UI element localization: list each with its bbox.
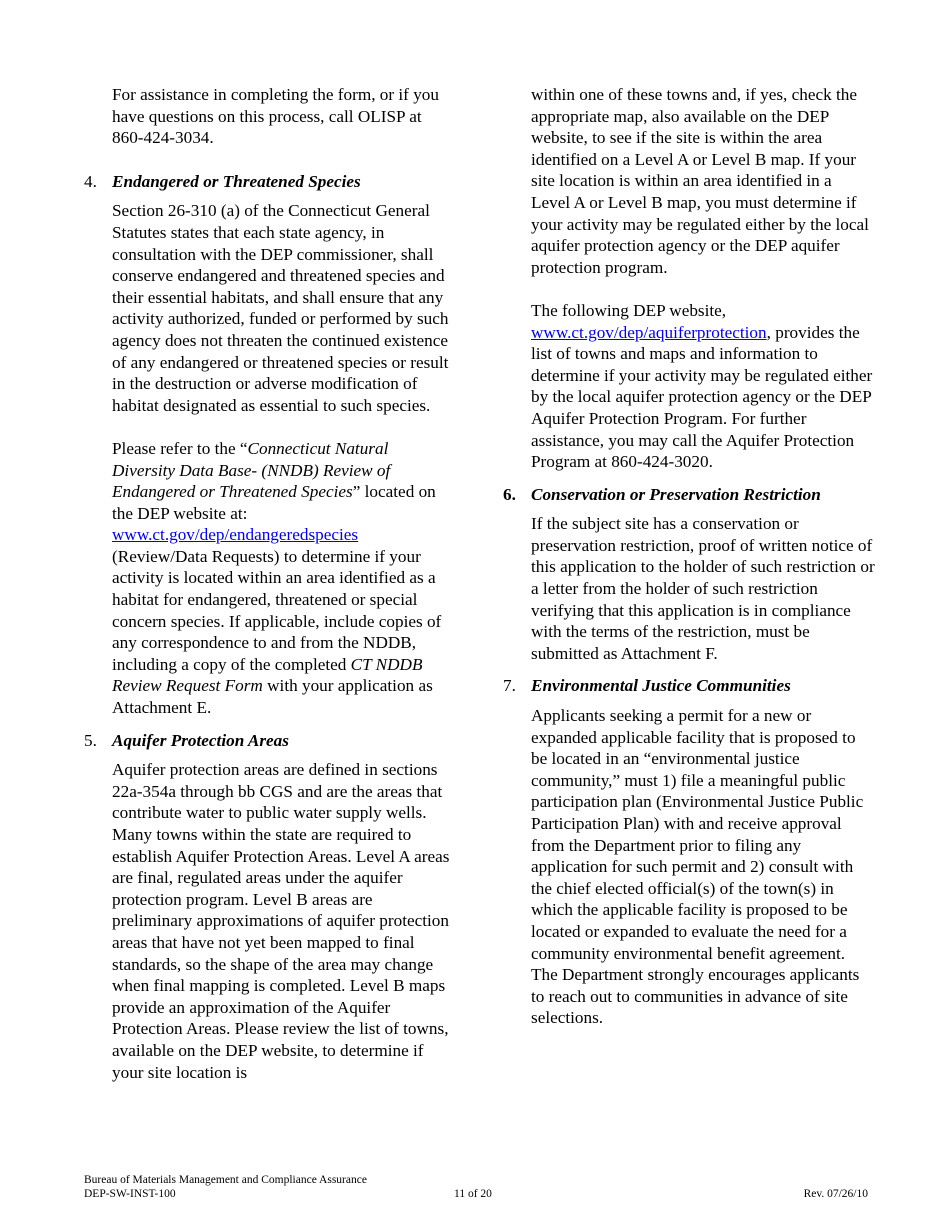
- bureau-name: Bureau of Materials Management and Compliance Assurance: [84, 1174, 367, 1186]
- text-run: with your application as Attachment E.: [112, 676, 433, 718]
- document-id: DEP-SW-INST-100: [84, 1188, 176, 1200]
- section-4-paragraph-1: Section 26-310 (a) of the Connecticut General Statutes states that each state agency, in consultation with the DEP commissioner, shall conserve endangered and threatened species and their essential habitats, and shall ensure that any activity authorized, funded or performed by such agency does not threaten the continued existence of any endangered or threatened species or result in the destruction or adverse modification of habitat designated as essential to such species.: [112, 201, 449, 415]
- endangered-species-link[interactable]: www.ct.gov/dep/endangeredspecies: [112, 525, 359, 545]
- section-7-heading: [503, 675, 875, 697]
- section-4-heading: [84, 171, 454, 193]
- section-number: 7.: [503, 676, 516, 696]
- section-7-paragraph-1: Applicants seeking a permit for a new or expanded applicable facility that is proposed to be located in an “environmental justice community,” must 1) file a meaningful public participation plan (Environmental Justice Public Participation Plan) with and receive approval from the Department prior to filing any application for such permit and 2) consult with the chief elected official(s) of the town(s) in which the applicable facility is proposed to be located or expanded to evaluate the need for a community environmental benefit agreement. The Department strongly encourages applicants to reach out to communities in advance of site selections.: [531, 706, 864, 1028]
- text-run: The following DEP website,: [531, 300, 727, 320]
- section-5-paragraph-2: [531, 300, 875, 473]
- section-5-paragraph-1: Aquifer protection areas are defined in sections 22a-354a through bb CGS and are the areas that contribute water to public water supply wells. Many towns within the state are required to establish Aquifer Protection Areas. Level A areas are final, regulated areas under the aquifer protection program. Level B areas are preliminary approximations of aquifer protection areas that have not yet been mapped to final standards, so the shape of the area may change when final mapping is completed. Level B maps provide an approximation of the Aquifer Protection Areas. Please review the list of towns, available on the DEP website, to determine if your site location is: [112, 760, 450, 1082]
- text-run: Please refer to the “: [112, 438, 248, 458]
- section-6-heading: [503, 484, 875, 506]
- right-column: [503, 84, 875, 1029]
- text-run: ” located on the DEP website at:: [112, 482, 436, 523]
- review-form-title: CT NDDB Review Request Form: [112, 654, 423, 696]
- section-title: Conservation or Preservation Restriction: [531, 484, 821, 504]
- section-title: Aquifer Protection Areas: [112, 730, 289, 750]
- section-title: Endangered or Threatened Species: [112, 171, 361, 191]
- nddb-review-title: Connecticut Natural Diversity Data Base- (NNDB) Review of Endangered or Threatened Species: [112, 438, 391, 502]
- aquifer-protection-link[interactable]: www.ct.gov/dep/aquiferprotection: [531, 322, 767, 342]
- section-5-heading: [84, 730, 454, 752]
- section-number: 5.: [84, 730, 97, 750]
- intro-paragraph: For assistance in completing the form, or if you have questions on this process, call OLISP at 860-424-3034.: [112, 85, 439, 148]
- section-5-continuation: within one of these towns and, if yes, check the appropriate map, also available on the DEP website, to see if the site is within the area identified on a Level A or Level B map. If your site location is within an area identified in a Level A or Level B map, you must determine if your activity may be regulated either by the local aquifer protection agency or the DEP aquifer protection program.: [531, 85, 869, 277]
- section-number: 4.: [84, 171, 97, 191]
- section-6-paragraph-1: If the subject site has a conservation or preservation restriction, proof of written notice of this application to the holder of such restriction or a letter from the holder of such restriction verifying that this application is in compliance with the terms of the restriction, must be submitted as Attachment F.: [531, 514, 875, 663]
- text-run: , provides the list of towns and maps and information to determine if your activity may be regulated either by the local aquifer protection agency or the DEP Aquifer Protection Program. For further assistance, you may call the Aquifer Protection Program at 860-424-3020.: [531, 322, 873, 472]
- text-run: (Review/Data Requests) to determine if your activity is located within an area identified as a habitat for endangered, threatened or special concern species. If applicable, include copies of any correspondence to and from the NDDB, including a copy of the completed: [112, 546, 442, 674]
- revision-date: Rev. 07/26/10: [803, 1188, 868, 1200]
- page-number: 11 of 20: [454, 1188, 492, 1200]
- section-number: 6.: [503, 484, 516, 504]
- footer-left: [84, 1173, 444, 1201]
- left-column: [84, 84, 454, 1083]
- section-title: Environmental Justice Communities: [531, 676, 791, 696]
- section-4-paragraph-2: [112, 438, 454, 719]
